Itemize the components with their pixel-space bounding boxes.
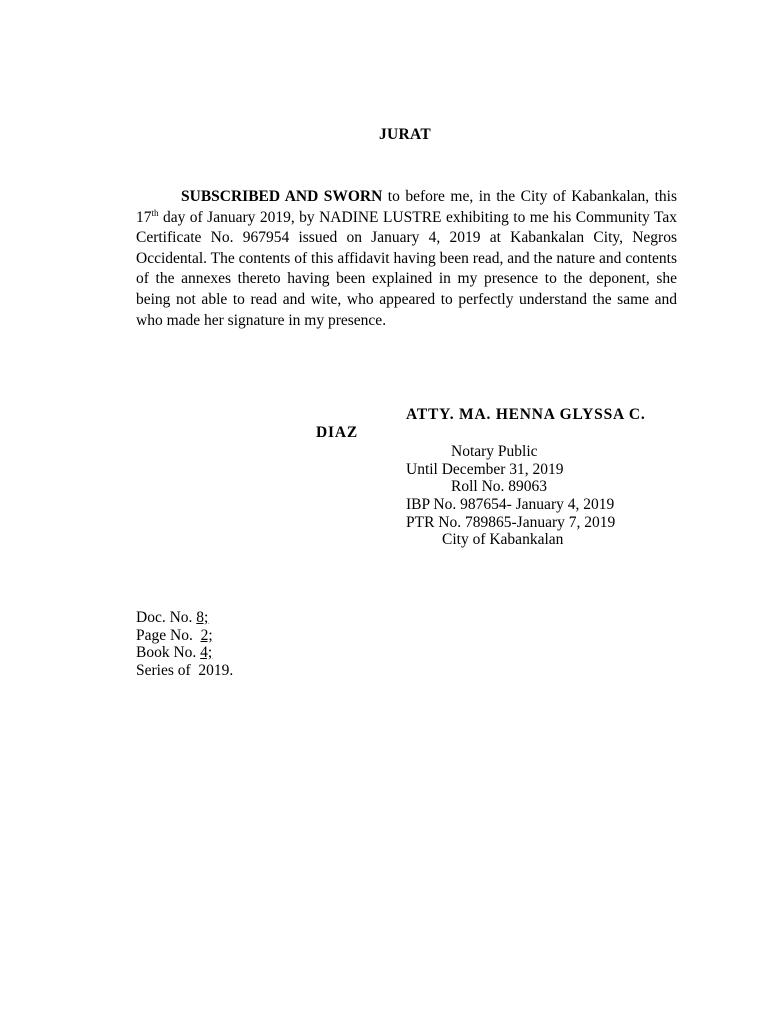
registry-book-number: [136, 644, 212, 662]
notary-ptr-number: PTR No. 789865-January 7, 2019: [406, 514, 616, 531]
doc-number-label: Doc. No.: [136, 609, 197, 626]
notary-name-line-1: ATTY. MA. HENNA GLYSSA C.: [406, 406, 646, 423]
notary-ibp-number: IBP No. 987654- January 4, 2019: [406, 496, 615, 513]
body-text-part-2: day of January 2019, by NADINE LUSTRE exhibiting to me his Community Tax Certificate No. 967954 issued on January 4, 2019 at Kabankalan City, Negros Occidental. The contents of this affidavit having been read, and the nature and contents of the annexes thereto having been explained in my presence to the deponent, she being not able to read and wite, who appeared to perfectly understand the same and who made her signature in my presence.: [136, 208, 677, 329]
notary-position: Notary Public: [451, 443, 538, 460]
registry-page-number: [136, 627, 213, 645]
notary-city: City of Kabankalan: [442, 531, 564, 548]
doc-number-value: 8;: [196, 609, 209, 626]
page-number-value: 2;: [200, 627, 213, 644]
notary-name-line-2: DIAZ: [316, 424, 358, 441]
jurat-body-paragraph: [136, 187, 677, 331]
book-number-label: Book No.: [136, 644, 201, 661]
notary-commission-until: Until December 31, 2019: [406, 461, 564, 478]
registry-series: Series of 2019.: [136, 662, 234, 679]
subscribed-and-sworn-lead: SUBSCRIBED AND SWORN: [181, 188, 383, 205]
book-number-value: 4;: [200, 644, 213, 661]
ordinal-suffix: th: [151, 207, 159, 218]
notary-roll-number: Roll No. 89063: [451, 478, 548, 495]
body-text-part-1: to before me, in the City of Kabankalan, this 17: [136, 188, 678, 226]
jurat-title: JURAT: [378, 126, 432, 143]
page-number-label: Page No.: [136, 627, 201, 644]
registry-doc-number: [136, 609, 208, 627]
